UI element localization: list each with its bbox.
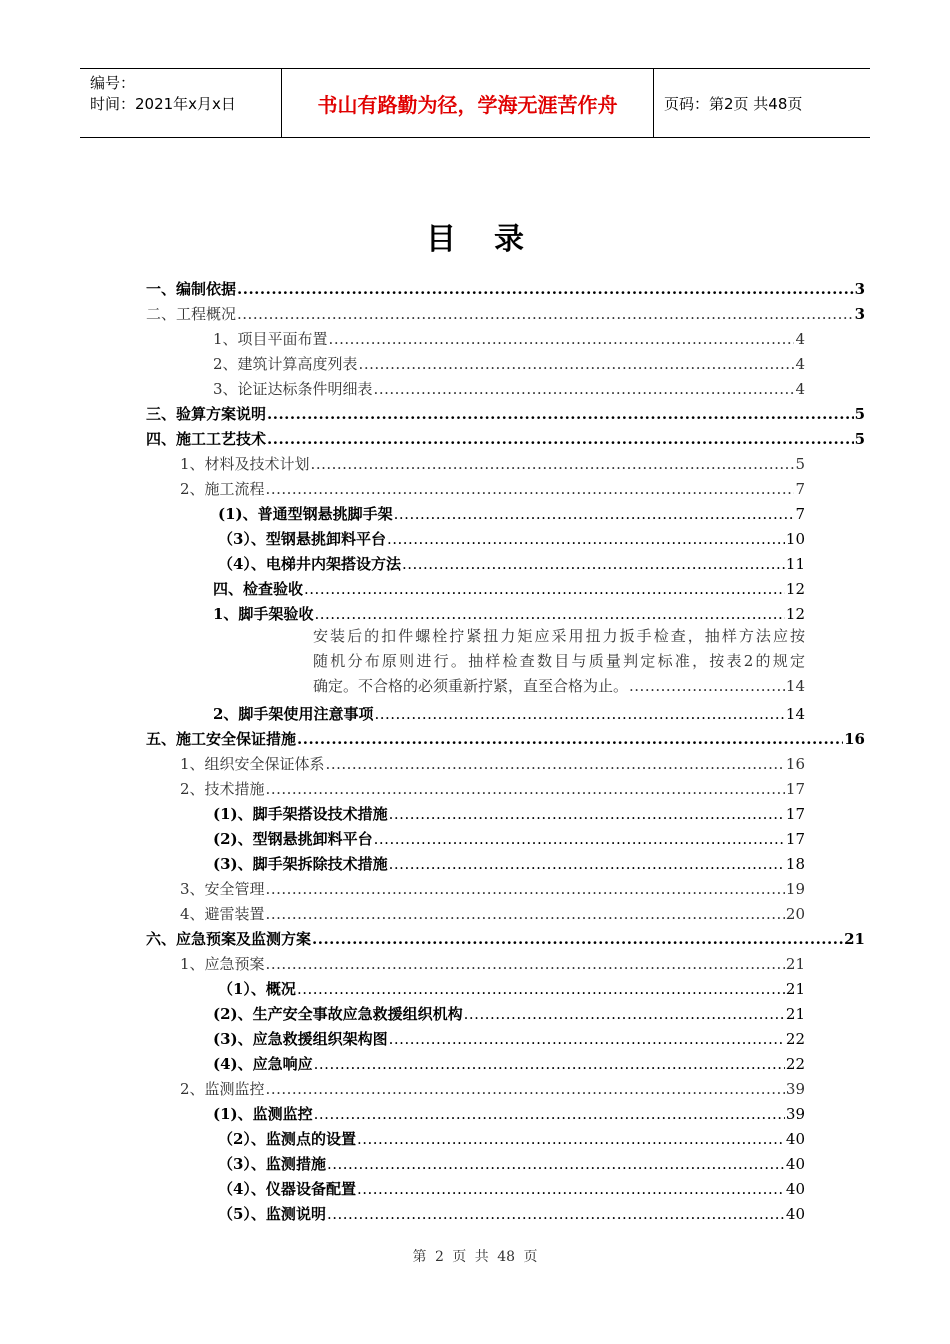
toc-entry[interactable] — [213, 1053, 805, 1078]
toc-entry[interactable] — [213, 853, 805, 878]
toc-entry[interactable] — [146, 928, 865, 953]
toc-entry[interactable] — [218, 528, 805, 553]
toc-label: （4）、仪器设备配置 — [218, 1180, 356, 1198]
toc-entry[interactable] — [146, 403, 865, 428]
toc-page: 21 — [844, 930, 865, 948]
toc-label: 3、论证达标条件明细表 — [213, 380, 373, 398]
toc-page: 12 — [785, 580, 805, 598]
toc-entry[interactable] — [213, 803, 805, 828]
toc-label: (4)、应急响应 — [213, 1055, 313, 1073]
toc-label: (1)、普通型钢悬挑脚手架 — [218, 505, 393, 523]
toc-label: 2、技术措施 — [180, 780, 265, 798]
toc-label: 四、检查验收 — [213, 580, 304, 598]
toc-entry[interactable] — [213, 353, 805, 378]
toc-label: （4）、电梯井内架搭设方法 — [218, 555, 401, 573]
toc-label: (3)、脚手架拆除技术措施 — [213, 855, 388, 873]
toc-page: 40 — [785, 1205, 805, 1223]
toc-page: 21 — [785, 955, 805, 973]
toc-entry[interactable] — [180, 878, 805, 903]
toc-label: 六、应急预案及监测方案 — [146, 930, 312, 948]
toc-label: 1、项目平面布置 — [213, 330, 328, 348]
toc-label: （3）、型钢悬挑卸料平台 — [218, 530, 386, 548]
toc-entry[interactable] — [146, 728, 865, 753]
toc-label: 2、施工流程 — [180, 480, 265, 498]
toc-label: 2、监测监控 — [180, 1080, 265, 1098]
toc-entry[interactable] — [213, 578, 805, 603]
toc-entry[interactable] — [146, 303, 865, 328]
toc-entry[interactable] — [180, 453, 805, 478]
toc-page: 39 — [785, 1105, 805, 1123]
toc-label: 一、编制依据 — [146, 280, 237, 298]
toc-page: 19 — [785, 880, 805, 898]
toc-page: 22 — [785, 1055, 805, 1073]
toc-page: 12 — [785, 605, 805, 623]
paragraph-line: 安装后的扣件螺栓拧紧扭力矩应采用扭力扳手检查，抽样方法应按 — [313, 627, 805, 645]
toc-page: 4 — [795, 355, 805, 373]
toc-entry[interactable] — [218, 978, 805, 1003]
toc-entry[interactable] — [213, 1103, 805, 1128]
page-title: 目录 — [426, 222, 562, 257]
date-label: 时间：2021年x月x日 — [90, 95, 236, 113]
toc-label: 四、施工工艺技术 — [146, 430, 267, 448]
toc-entry[interactable] — [213, 828, 805, 853]
toc-label: (2)、型钢悬挑卸料平台 — [213, 830, 373, 848]
toc-page: 5 — [795, 455, 805, 473]
page-header — [80, 68, 870, 138]
toc-page: 22 — [785, 1030, 805, 1048]
toc-label: 1、脚手架验收 — [213, 605, 314, 623]
toc-entry[interactable] — [218, 1128, 805, 1153]
toc-entry[interactable] — [218, 1178, 805, 1203]
toc-entry[interactable] — [180, 953, 805, 978]
paragraph-line: 确定。不合格的必须重新拧紧，直至合格为止。 — [313, 677, 629, 695]
toc-entry[interactable] — [218, 1153, 805, 1178]
toc-page: 14 — [785, 705, 805, 723]
toc-entry[interactable] — [218, 1203, 805, 1228]
toc-entry[interactable] — [218, 553, 805, 578]
toc-page: 7 — [795, 480, 805, 498]
toc-page: 17 — [785, 830, 805, 848]
toc-entry[interactable] — [180, 903, 805, 928]
toc-page: 4 — [795, 330, 805, 348]
toc-page: 39 — [785, 1080, 805, 1098]
toc-entry[interactable] — [213, 378, 805, 403]
toc-page: 40 — [785, 1130, 805, 1148]
header-motto: 书山有路勤为径，学海无涯苦作舟 — [282, 69, 654, 137]
toc-page: 4 — [795, 380, 805, 398]
toc-label: (1)、监测监控 — [213, 1105, 313, 1123]
toc-label: 二、工程概况 — [146, 305, 237, 323]
toc-page: 40 — [785, 1180, 805, 1198]
toc-label: 2、建筑计算高度列表 — [213, 355, 358, 373]
toc-page: 17 — [785, 780, 805, 798]
toc-page: 21 — [785, 1005, 805, 1023]
toc-label: 1、材料及技术计划 — [180, 455, 310, 473]
header-page-info: 页码：第2页 共48页 — [664, 94, 803, 113]
toc-page: 3 — [854, 305, 865, 323]
toc-label: （1）、概况 — [218, 980, 296, 998]
toc-page: 3 — [854, 280, 865, 298]
toc-entry[interactable] — [213, 328, 805, 353]
toc-page: 16 — [844, 730, 865, 748]
toc-entry[interactable] — [213, 1028, 805, 1053]
toc-label: （3）、监测措施 — [218, 1155, 326, 1173]
toc-entry[interactable] — [146, 278, 865, 303]
toc-label: （5）、监测说明 — [218, 1205, 326, 1223]
toc-entry[interactable] — [213, 703, 805, 728]
toc-page: 18 — [785, 855, 805, 873]
toc-label: 2、脚手架使用注意事项 — [213, 705, 374, 723]
toc-entry[interactable] — [180, 1078, 805, 1103]
toc-page: 5 — [854, 430, 865, 448]
paragraph-line: 随机分布原则进行。抽样检查数目与质量判定标准，按表2的规定 — [313, 652, 805, 670]
toc-page: 7 — [795, 505, 805, 523]
toc-label: (3)、应急救援组织架构图 — [213, 1030, 388, 1048]
toc-page: 20 — [785, 905, 805, 923]
toc-page: 17 — [785, 805, 805, 823]
toc-label: （2）、监测点的设置 — [218, 1130, 356, 1148]
toc-label: (1)、脚手架搭设技术措施 — [213, 805, 388, 823]
toc-label: 4、避雷装置 — [180, 905, 265, 923]
toc-paragraph-entry[interactable] — [313, 624, 805, 699]
toc-page: 40 — [785, 1155, 805, 1173]
toc-page: 21 — [785, 980, 805, 998]
toc-page: 10 — [785, 530, 805, 548]
toc-page: 16 — [785, 755, 805, 773]
page-footer: 第 2 页 共 48 页 — [412, 1249, 538, 1265]
toc-entry[interactable] — [218, 503, 805, 528]
header-meta — [80, 69, 282, 137]
toc-label: 三、验算方案说明 — [146, 405, 267, 423]
toc-entry[interactable] — [146, 428, 865, 453]
toc-label: 3、安全管理 — [180, 880, 265, 898]
toc-page: 11 — [785, 555, 805, 573]
number-label: 编号： — [90, 74, 136, 92]
toc-label: (2)、生产安全事故应急救援组织机构 — [213, 1005, 463, 1023]
toc-page: 14 — [785, 677, 805, 695]
toc-entry[interactable] — [180, 478, 805, 503]
toc-entry[interactable] — [180, 778, 805, 803]
toc-entry[interactable] — [180, 753, 805, 778]
toc-label: 1、应急预案 — [180, 955, 265, 973]
toc-label: 1、组织安全保证体系 — [180, 755, 325, 773]
toc-label: 五、施工安全保证措施 — [146, 730, 297, 748]
toc-entry[interactable] — [213, 1003, 805, 1028]
toc-page: 5 — [854, 405, 865, 423]
